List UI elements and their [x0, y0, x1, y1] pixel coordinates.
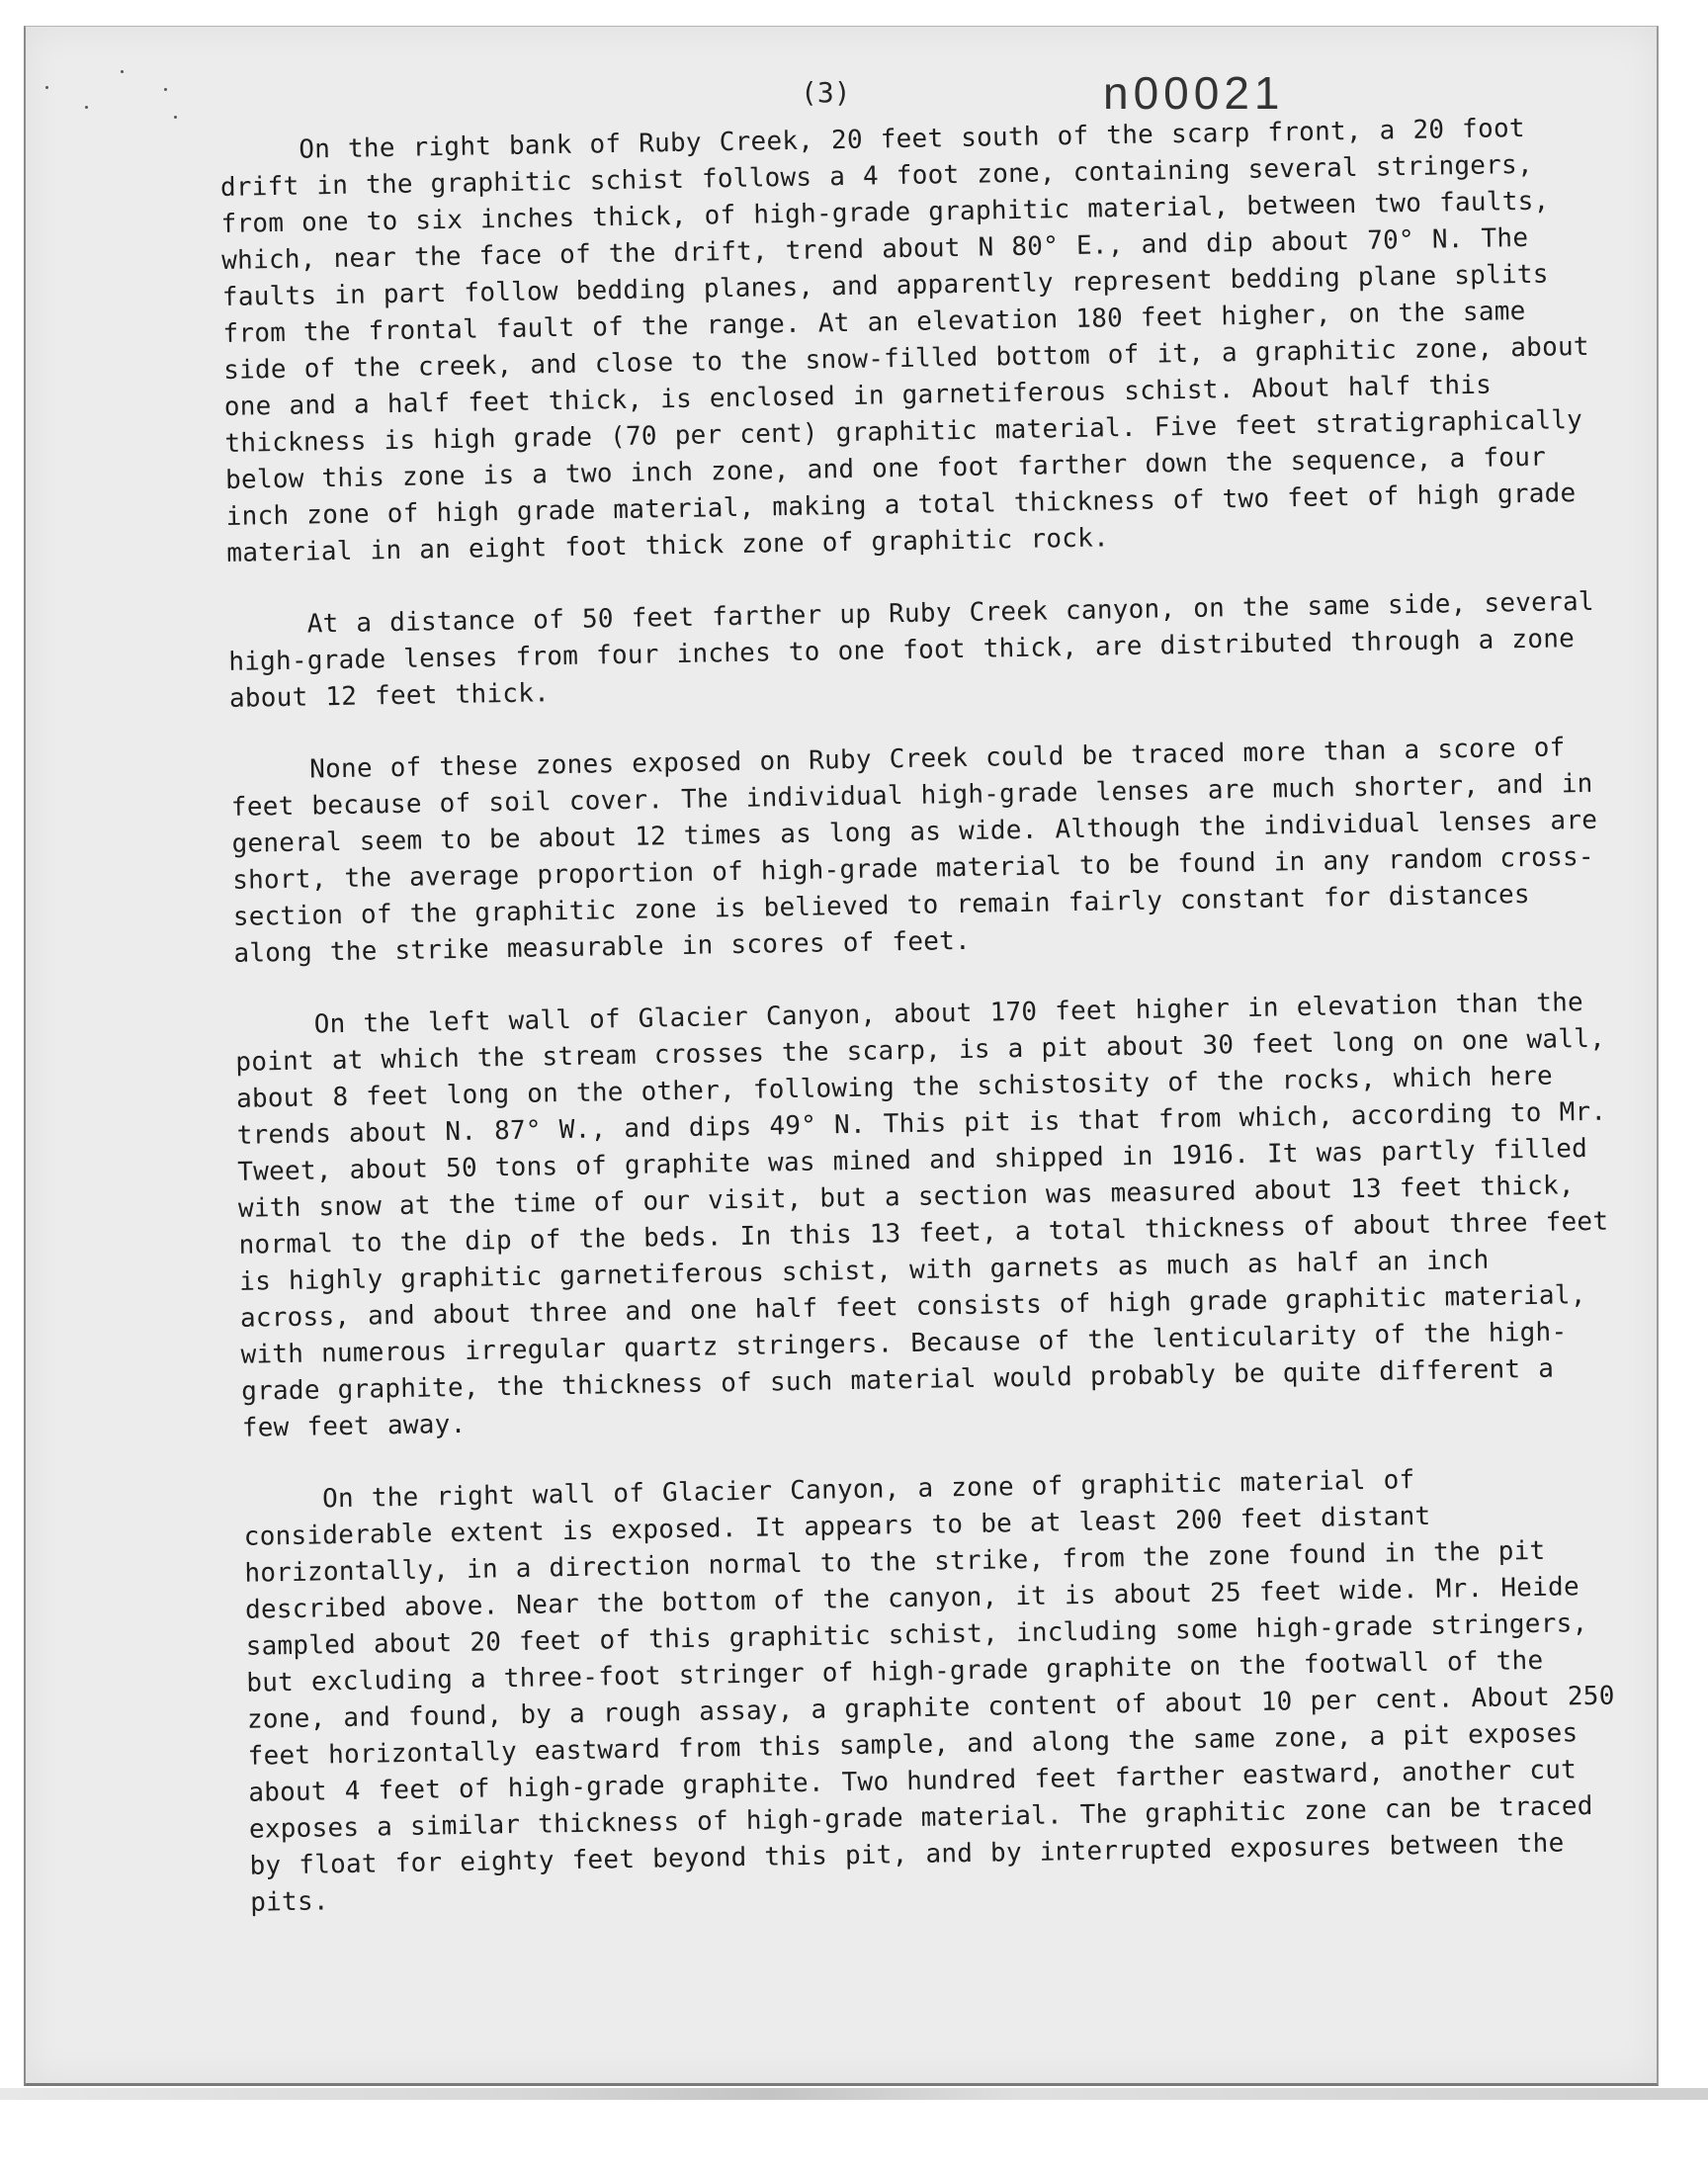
- paragraph-glacier-canyon-right-wall: On the right wall of Glacier Canyon, a zone of graphitic material of considerable extent is exposed. It appears to be at least 200 feet distant horizontally, in a direction normal to the strike, from the zone found in the pit described above. Near the bottom of the canyon, it is about 25 feet wide. Mr. Heide sampled about 20 feet of this graphitic schist, including some high-grade stringers, but excluding a three-foot stringer of high-grade graphite on the footwall of the zone, and found, by a rough assay, a graphite content of about 10 per cent. About 250 feet horizontally eastward from this sample, and along the same zone, a pit exposes about 4 feet of high-grade graphite. Two hundred feet farther eastward, another cut exposes a similar thickness of high-grade material. The graphitic zone can be traced by float for eighty feet beyond this pit, and by interrupted exposures between the pits.: [243, 1465, 1615, 1918]
- paragraph-ruby-creek-drift: On the right bank of Ruby Creek, 20 feet south of the scarp front, a 20 foot drift in the graphitic schist follows a 4 foot zone, containing several stringers, from one to six inches thick, of high-grade graphitic material, between two faults, which, near the face of the drift, trend about N 80° E., and dip about 70° N. The faults in part follow bedding planes, and apparently represent bedding plane splits from the frontal fault of the range. At an elevation 180 feet higher, on the same side of the creek, and close to the snow-filled bottom of it, a graphitic zone, about one and a half feet thick, is enclosed in garnetiferous schist. About half this thickness is high grade (70 per cent) graphitic material. Five feet stratigraphically below this zone is a two inch zone, and one foot farther down the sequence, a four inch zone of high grade material, making a total thickness of two feet of high grade material in an eight foot thick zone of graphitic rock.: [219, 113, 1590, 568]
- document-id-stamp: n00021: [1103, 67, 1285, 119]
- document-page: [24, 26, 1659, 2086]
- paper-speck: [121, 70, 124, 73]
- body-text: [219, 110, 1625, 1958]
- scan-edge: [0, 2088, 1708, 2100]
- paragraph-lens-continuity: None of these zones exposed on Ruby Creek could be traced more than a score of feet because of soil cover. The individual high-grade lenses are much shorter, and in general seem to be about 12 times as long as wide. Although the individual lenses are short, the average proportion of high-grade material to be found in any random cross-section of the graphitic zone is believed to remain fairly constant for distances along the strike measurable in scores of feet.: [230, 733, 1598, 969]
- paper-speck: [45, 86, 48, 89]
- paragraph-ruby-creek-canyon: At a distance of 50 feet farther up Ruby Creek canyon, on the same side, several high-grade lenses from four inches to one foot thick, are distributed through a zone about 12 feet thick.: [228, 586, 1595, 714]
- paper-speck: [174, 116, 177, 119]
- paper-speck: [164, 88, 167, 91]
- page-number: (3): [801, 76, 851, 109]
- paper-speck: [85, 106, 88, 109]
- paragraph-glacier-canyon-left-wall: On the left wall of Glacier Canyon, about 170 feet higher in elevation than the point at which the stream crosses the scarp, is a pit about 30 feet long on one wall, about 8 feet long on the other, following the schistosity of the rocks, which here trends about N. 87° W., and dips 49° N. This pit is that from which, according to Mr. Tweet, about 50 tons of graphite was mined and shipped in 1916. It was partly filled with snow at the time of our visit, but a section was measured about 13 feet thick, normal to the dip of the beds. In this 13 feet, a total thickness of about three feet is highly graphitic garnetiferous schist, with garnets as much as half an inch across, and about three and one half feet consists of high grade graphitic material, with numerous irregular quartz stringers. Because of the lenticularity of the high-grade graphite, the thickness of such material would probably be quite different a few feet away.: [235, 988, 1609, 1443]
